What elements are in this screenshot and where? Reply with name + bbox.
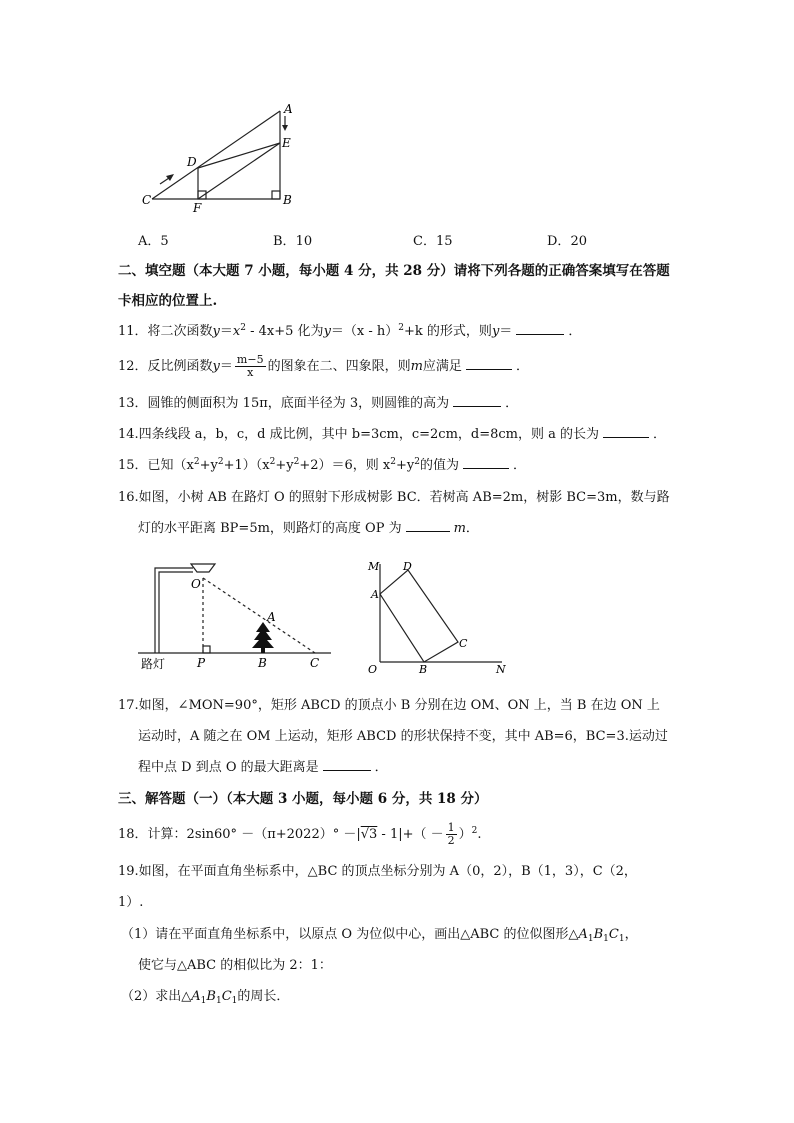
rectangle-angle-figure <box>362 556 512 676</box>
section3-heading: 三、解答题（一）（本大题 3 小题，每小题 6 分，共 18 分） <box>118 791 488 807</box>
right-angle-B <box>272 191 280 199</box>
label-B: B <box>258 656 267 670</box>
label-O: O <box>368 663 378 676</box>
answer-blank-17[interactable] <box>323 770 371 771</box>
arrow-down-AE <box>282 116 288 131</box>
label-street-lamp: 路灯 <box>141 657 166 671</box>
answer-blank-13[interactable] <box>453 406 501 407</box>
question-13: 13．圆锥的侧面积为 15π，底面半径为 3，则圆锥的高为 ． <box>118 396 519 411</box>
sqrt-3: √3 <box>360 827 378 842</box>
question-16-line1: 16.如图，小树 AB 在路灯 O 的照射下形成树影 BC．若树高 AB=2m，树影 BC=3m，数与路 <box>118 490 670 505</box>
question-19-line2: 1）. <box>118 895 144 910</box>
question-17-line1: 17.如图，∠MON=90°，矩形 ABCD 的顶点小 B 分别在边 OM、ON 上，当 B 在边 ON 上 <box>118 698 660 713</box>
option-d: D．20 <box>547 234 587 249</box>
right-angle-P <box>203 646 210 653</box>
option-c: C．15 <box>413 234 453 249</box>
question-17-line2: 运动时，A 随之在 OM 上运动，矩形 ABCD 的形状保持不变，其中 AB=6，BC=3.运动过 <box>138 729 668 744</box>
question-11: 11．将二次函数$y=x^2 - 4x+5$ 化为y＝（x - h）$^2$+k 的形式，则y＝ ． <box>118 323 582 339</box>
label-A: A <box>284 102 293 116</box>
line-FE <box>198 143 280 199</box>
option-b: B．10 <box>273 234 313 249</box>
label-E: E <box>282 136 291 150</box>
answer-blank-11[interactable] <box>516 334 564 335</box>
section2-heading-cont: 卡相应的位置上. <box>118 293 218 309</box>
answer-blank-15[interactable] <box>463 468 509 469</box>
label-C: C <box>142 193 152 207</box>
section2-heading: 二、填空题（本大题 7 小题，每小题 4 分，共 28 分）请将下列各题的正确答案填写在答题 <box>118 263 670 279</box>
question-14: 14.四条线段 a，b，c，d 成比例，其中 b=3cm，c=2cm，d=8cm，则 a 的长为 ． <box>118 427 667 442</box>
question-16-line2: 灯的水平距离 BP=5m，则路灯的高度 OP 为 m． <box>138 521 479 536</box>
answer-blank-14[interactable] <box>603 437 649 438</box>
question-19-part1-cont: 使它与△ABC 的相似比为 2：1： <box>138 958 332 973</box>
fraction-m-5-over-x: $\frac{m-5}{x}$ <box>236 353 264 379</box>
triangle-figure <box>130 100 300 212</box>
label-F: F <box>193 201 202 212</box>
question-18: 18．计算：2sin60° －（π+2022）° －|√3 - 1|+（ － $\frac{1}{2}$ ）$^2$. <box>118 821 482 847</box>
question-17-line3: 程中点 D 到点 O 的最大距离是 ． <box>138 760 388 775</box>
label-C: C <box>310 656 320 670</box>
answer-blank-16[interactable] <box>406 531 450 532</box>
question-12: 12．反比例函数y＝ $\frac{m-5}{x}$ 的图象在二、四象限，则m应满足 ． <box>118 353 529 379</box>
label-P: P <box>197 656 206 670</box>
label-M: M <box>368 560 380 573</box>
label-A: A <box>267 610 276 624</box>
line-DE <box>198 143 280 168</box>
label-D: D <box>403 560 412 573</box>
label-B: B <box>283 193 292 207</box>
lamp-post <box>155 568 193 653</box>
question-19-part1: （1）请在平面直角坐标系中，以原点 O 为位似中心，画出△ABC 的位似图形$\triangle A_1B_1C_1$， <box>121 927 638 944</box>
question-15: 15．已知$(x^2+y^2+1)(x^2+y^2+2)=6$，则 $x^2+y^2$的值为 ． <box>118 457 526 473</box>
label-D: D <box>187 155 197 169</box>
option-a: A．5 <box>138 234 169 249</box>
lamp-head <box>191 564 215 572</box>
tree-icon <box>252 622 274 653</box>
street-lamp-figure <box>135 558 335 673</box>
question-19-line1: 19.如图，在平面直角坐标系中，△BC 的顶点坐标分别为 A（0，2），B（1，3），C（2， <box>118 864 637 879</box>
label-B: B <box>419 663 428 676</box>
answer-blank-12[interactable] <box>466 369 512 370</box>
label-A: A <box>371 588 379 601</box>
arrow-along-CD <box>160 174 174 184</box>
label-C: C <box>459 637 468 650</box>
rectangle-ABCD <box>380 570 458 662</box>
lamp-post-inner <box>159 572 193 653</box>
label-N: N <box>496 663 506 676</box>
line-CA <box>152 111 280 199</box>
question-19-part2: （2）求出$\triangle A_1B_1C_1$的周长． <box>121 989 290 1006</box>
fraction-one-half: $\frac{1}{2}$ <box>447 821 455 847</box>
label-O: O <box>191 577 201 591</box>
